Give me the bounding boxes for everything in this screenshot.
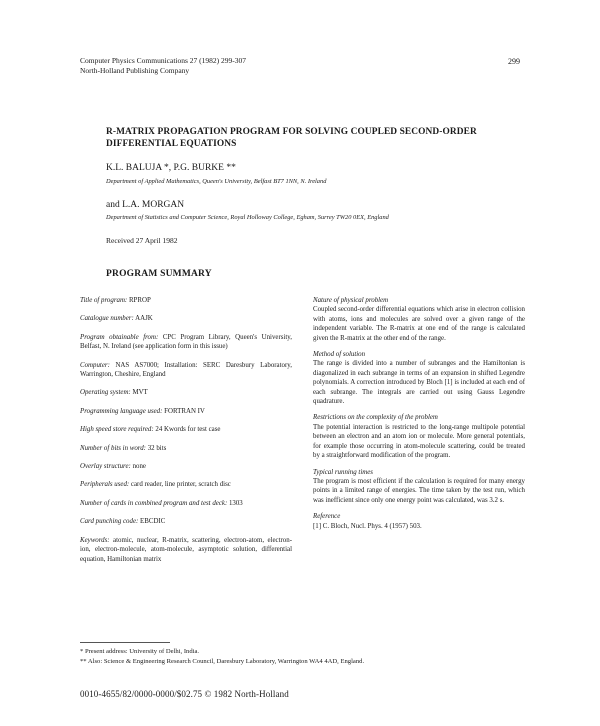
received-date: Received 27 April 1982 (106, 236, 178, 245)
item-value: 24 Kwords for test case (155, 426, 221, 434)
summary-section (313, 296, 525, 343)
summary-section (313, 350, 525, 406)
item-value: AAJK (135, 315, 153, 323)
summary-item (80, 499, 292, 508)
summary-item (80, 444, 292, 453)
section-body: The range is divided into a number of subranges and the Hamiltonian is diagonalized in each subrange in terms of an expansion in shifted Legendre polynomials. A correction introduced by Bloch [1] is included at each end of each subrange. The integrals are carried out using Gauss Legendre quadrature. (313, 360, 525, 406)
copyright-line: 0010-4655/82/0000-0000/$02.75 © 1982 North-Holland (80, 689, 289, 699)
item-value: NAS AS7000; Installation: SERC Daresbury Laboratory, Warrington, Cheshire, England (80, 361, 292, 379)
summary-section (313, 413, 525, 460)
affiliation-2: Department of Statistics and Computer Science, Royal Holloway College, Egham, Surrey TW20 0EX, England (106, 214, 389, 221)
summary-item (80, 536, 292, 564)
item-value: FORTRAN IV (164, 407, 205, 415)
item-value: MVT (132, 389, 148, 397)
footnote-rule (80, 642, 170, 643)
summary-item (80, 333, 292, 352)
summary-section (313, 512, 525, 531)
item-label: Number of cards in combined program and test deck: (80, 499, 228, 507)
authors-line-1: K.L. BALUJA *, P.G. BURKE ** (106, 163, 236, 173)
left-column (80, 296, 292, 564)
item-value: atomic, nuclear, R-matrix, scattering, electron-atom, electron-ion, electron-molecule, atom-molecule, asymptotic solution, differential equation, Hamiltonian matrix (80, 536, 292, 563)
summary-item (80, 296, 292, 305)
item-value: CPC Program Library, Queen's University, Belfast, N. Ireland (see application form in this issue) (80, 333, 292, 351)
item-label: High speed store required: (80, 426, 154, 434)
item-value: card reader, line printer, scratch disc (130, 481, 231, 489)
summary-item (80, 361, 292, 380)
reference-entry: [1] C. Bloch, Nucl. Phys. 4 (1957) 503. (313, 522, 422, 530)
section-body: The potential interaction is restricted to the long-range multipole potential between an electron and an atom ion or molecule. More general potentials, for example those occurring in atom-molecule scattering, could be treated by a straightforward modification of the program. (313, 423, 525, 460)
item-label: Programming language used: (80, 407, 163, 415)
item-value: EBCDIC (140, 518, 166, 526)
authors-line-2: and L.A. MORGAN (106, 200, 185, 210)
program-summary-heading: PROGRAM SUMMARY (106, 269, 212, 279)
footnote-2: ** Also: Science & Engineering Research Council, Daresbury Laboratory, Warrington WA4 4AD, England. (80, 658, 365, 665)
section-heading: Nature of physical problem (313, 297, 389, 304)
item-value: none (132, 463, 146, 471)
right-column (313, 296, 525, 531)
summary-item (80, 407, 292, 416)
item-label: Program obtainable from: (80, 333, 159, 341)
summary-item (80, 462, 292, 471)
item-label: Operating system: (80, 389, 131, 397)
item-label: Title of program: (80, 297, 128, 304)
item-label: Overlay structure: (80, 463, 131, 471)
article-title: R-MATRIX PROPAGATION PROGRAM FOR SOLVING COUPLED SECOND-ORDER DIFFERENTIAL EQUATIONS (106, 127, 477, 149)
section-heading: Method of solution (313, 351, 366, 359)
summary-item (80, 480, 292, 489)
summary-item (80, 425, 292, 434)
section-body: The program is most efficient if the calculation is required for many energy points in a limited range of energies. The time taken by the test run, which was inefficient since only one energy point was calculated, was 3.2 s. (313, 477, 525, 504)
section-body: Coupled second-order differential equations which arise in electron collision with atoms, ions and molecules are solved over a given range of the independent variable. The R-matrix at one end of the range is calculated given the R-matrix at the other end of the range. (313, 306, 525, 342)
item-value: 1303 (228, 499, 243, 507)
item-label: Number of bits in word: (80, 444, 146, 452)
summary-section (313, 468, 525, 506)
section-heading: Restrictions on the complexity of the problem (313, 414, 438, 422)
section-heading: Typical running times (313, 468, 373, 476)
item-label: Keywords: (80, 536, 110, 544)
journal-citation: Computer Physics Communications 27 (1982) 299-307 (80, 56, 247, 65)
item-label: Catalogue number: (80, 315, 134, 323)
item-label: Computer: (80, 361, 110, 369)
item-label: Peripherals used: (80, 481, 130, 489)
summary-item (80, 388, 292, 397)
affiliation-1: Department of Applied Mathematics, Queen's University, Belfast BT7 1NN, N. Ireland (106, 178, 327, 185)
item-value: RPROP (128, 297, 151, 304)
footnote-1: * Present address: University of Delhi, India. (80, 648, 200, 655)
item-label: Card punching code: (80, 518, 139, 526)
publisher-name: North-Holland Publishing Company (80, 66, 190, 75)
running-header (80, 56, 380, 76)
section-heading: Reference (313, 513, 341, 521)
summary-item (80, 314, 292, 323)
item-value: 32 bits (147, 444, 167, 452)
summary-item (80, 517, 292, 526)
page-number: 299 (508, 57, 520, 66)
